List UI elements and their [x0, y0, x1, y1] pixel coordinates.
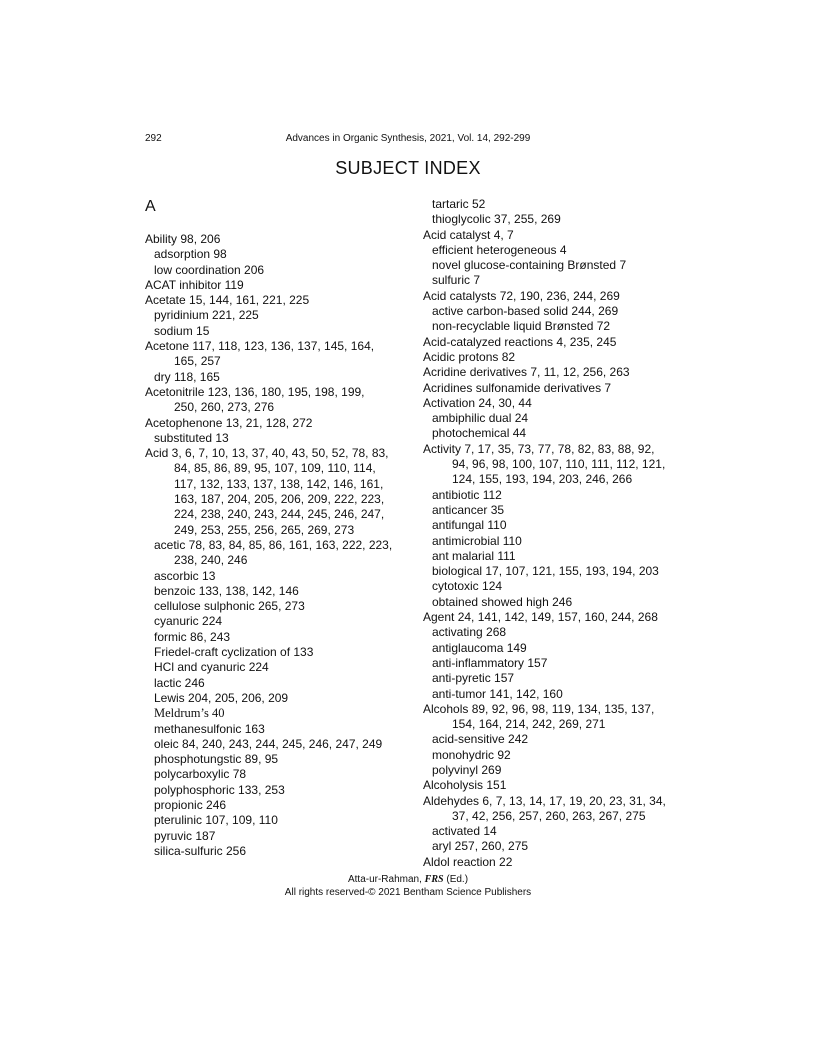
index-entry-continuation: 165, 257 [174, 354, 221, 369]
index-subentry: activating 268 [432, 625, 507, 640]
index-entry: Activity 7, 17, 35, 73, 77, 78, 82, 83, 88, 92, [423, 441, 655, 456]
index-subentry: polyvinyl 269 [432, 762, 502, 777]
index-subentry: oleic 84, 240, 243, 244, 245, 246, 247, 249 [154, 736, 383, 751]
index-subentry: active carbon-based solid 244, 269 [432, 304, 619, 319]
index-entry: Aldol reaction 22 [423, 854, 513, 869]
index-subentry: substituted 13 [154, 430, 229, 445]
index-entry-continuation: 250, 260, 273, 276 [174, 400, 275, 415]
index-entry: Acid catalyst 4, 7 [423, 227, 514, 242]
index-subentry: non-recyclable liquid Brønsted 72 [432, 319, 611, 334]
index-subentry: cellulose sulphonic 265, 273 [154, 599, 305, 614]
index-subentry: phosphotungstic 89, 95 [154, 752, 279, 767]
footer-rights: All rights reserved-© 2021 Bentham Science Publishers [284, 887, 532, 898]
index-subentry: silica-sulfuric 256 [154, 843, 247, 858]
index-column-left [145, 232, 405, 859]
index-entry: Acetophenone 13, 21, 128, 272 [145, 415, 313, 430]
index-subentry: adsorption 98 [154, 247, 227, 262]
index-subentry: antimicrobial 110 [432, 533, 522, 548]
index-subentry: anticancer 35 [432, 502, 505, 517]
index-column-right [423, 197, 683, 870]
index-entry-continuation: 37, 42, 256, 257, 260, 263, 267, 275 [452, 808, 646, 823]
index-subentry: acetic 78, 83, 84, 85, 86, 161, 163, 222, 223, [154, 537, 393, 552]
index-entry: Alcohols 89, 92, 96, 98, 119, 134, 135, 137, [423, 701, 655, 716]
index-subentry: pterulinic 107, 109, 110 [154, 813, 278, 828]
footer-editor [0, 874, 816, 885]
index-subentry: sulfuric 7 [432, 273, 481, 288]
index-subentry: pyruvic 187 [154, 828, 216, 843]
index-entry-continuation: 238, 240, 246 [174, 553, 248, 568]
index-entry-continuation: 249, 253, 255, 256, 265, 269, 273 [174, 522, 355, 537]
index-subentry: anti-pyretic 157 [432, 671, 515, 686]
index-subentry: methanesulfonic 163 [154, 721, 265, 736]
index-entry: Acid-catalyzed reactions 4, 235, 245 [423, 334, 617, 349]
editor-suffix: (Ed.) [446, 874, 469, 885]
index-entry: Acetonitrile 123, 136, 180, 195, 198, 199, [145, 384, 365, 399]
index-entry: Activation 24, 30, 44 [423, 395, 532, 410]
index-subentry: monohydric 92 [432, 747, 511, 762]
index-subentry: acid-sensitive 242 [432, 732, 529, 747]
index-entry: ACAT inhibitor 119 [145, 277, 244, 292]
index-subentry: polyphosphoric 133, 253 [154, 782, 285, 797]
index-entry: Agent 24, 141, 142, 149, 157, 160, 244, 268 [423, 610, 658, 625]
index-subentry: HCl and cyanuric 224 [154, 660, 269, 675]
index-subentry: novel glucose-containing Brønsted 7 [432, 258, 627, 273]
editor-name: Atta-ur-Rahman, [347, 874, 422, 885]
page-number: 292 [145, 133, 162, 144]
index-subentry: obtained showed high 246 [432, 594, 573, 609]
index-entry-continuation: 94, 96, 98, 100, 107, 110, 111, 112, 121, [452, 457, 666, 472]
index-entry-continuation: 124, 155, 193, 194, 203, 246, 266 [452, 472, 633, 487]
section-letter: A [145, 198, 156, 215]
index-subentry: Meldrum’s 40 [154, 706, 225, 721]
index-entry: Acid 3, 6, 7, 10, 13, 37, 40, 43, 50, 52, 78, 83, [145, 446, 389, 461]
index-subentry: benzoic 133, 138, 142, 146 [154, 583, 299, 598]
index-subentry: antibiotic 112 [432, 487, 502, 502]
index-entry: Acid catalysts 72, 190, 236, 244, 269 [423, 288, 620, 303]
index-entry: Acridines sulfonamide derivatives 7 [423, 380, 612, 395]
index-entry-continuation: 163, 187, 204, 205, 206, 209, 222, 223, [174, 492, 385, 507]
page-title: SUBJECT INDEX [335, 158, 481, 178]
index-subentry: ambiphilic dual 24 [432, 411, 529, 426]
index-subentry: anti-inflammatory 157 [432, 655, 548, 670]
index-subentry: anti-tumor 141, 142, 160 [432, 686, 563, 701]
index-subentry: cyanuric 224 [154, 614, 223, 629]
index-entry: Ability 98, 206 [145, 232, 221, 246]
index-subentry: pyridinium 221, 225 [154, 308, 259, 323]
index-subentry: low coordination 206 [154, 262, 265, 277]
index-entry: Aldehydes 6, 7, 13, 14, 17, 19, 20, 23, 31, 34, [423, 793, 666, 808]
index-entry: Acetone 117, 118, 123, 136, 137, 145, 164, [145, 339, 375, 354]
index-subentry: antifungal 110 [432, 518, 507, 533]
index-subentry: activated 14 [432, 824, 497, 839]
index-subentry: thioglycolic 37, 255, 269 [432, 212, 561, 227]
journal-header: Advances in Organic Synthesis, 2021, Vol. 14, 292-299 [285, 133, 531, 144]
index-entry: Acetate 15, 144, 161, 221, 225 [145, 293, 310, 308]
index-subentry: biological 17, 107, 121, 155, 193, 194, 203 [432, 564, 659, 579]
index-subentry: lactic 246 [154, 675, 205, 690]
index-subentry: photochemical 44 [432, 426, 527, 441]
index-subentry: dry 118, 165 [154, 369, 220, 384]
index-entry-continuation: 84, 85, 86, 89, 95, 107, 109, 110, 114, [174, 461, 376, 476]
index-subentry: cytotoxic 124 [432, 579, 503, 594]
index-entry: Acridine derivatives 7, 11, 12, 256, 263 [423, 365, 630, 380]
index-entry-continuation: 224, 238, 240, 243, 244, 245, 246, 247, [174, 507, 385, 522]
index-entry: Alcoholysis 151 [423, 778, 507, 793]
index-subentry: ascorbic 13 [154, 568, 216, 583]
index-entry-continuation: 154, 164, 214, 242, 269, 271 [452, 717, 606, 732]
index-subentry: Friedel-craft cyclization of 133 [154, 645, 314, 660]
index-subentry: polycarboxylic 78 [154, 767, 247, 782]
index-subentry: aryl 257, 260, 275 [432, 839, 529, 854]
index-entry: Acidic protons 82 [423, 349, 516, 364]
index-subentry: tartaric 52 [432, 197, 486, 211]
index-subentry: antiglaucoma 149 [432, 640, 527, 655]
index-subentry: ant malarial 111 [432, 548, 516, 563]
index-subentry: propionic 246 [154, 797, 227, 812]
index-subentry: Lewis 204, 205, 206, 209 [154, 690, 289, 705]
index-subentry: sodium 15 [154, 323, 210, 338]
index-subentry: efficient heterogeneous 4 [432, 242, 567, 257]
index-subentry: formic 86, 243 [154, 629, 231, 644]
index-entry-continuation: 117, 132, 133, 137, 138, 142, 146, 161, [174, 476, 384, 491]
editor-title: FRS [424, 874, 444, 885]
